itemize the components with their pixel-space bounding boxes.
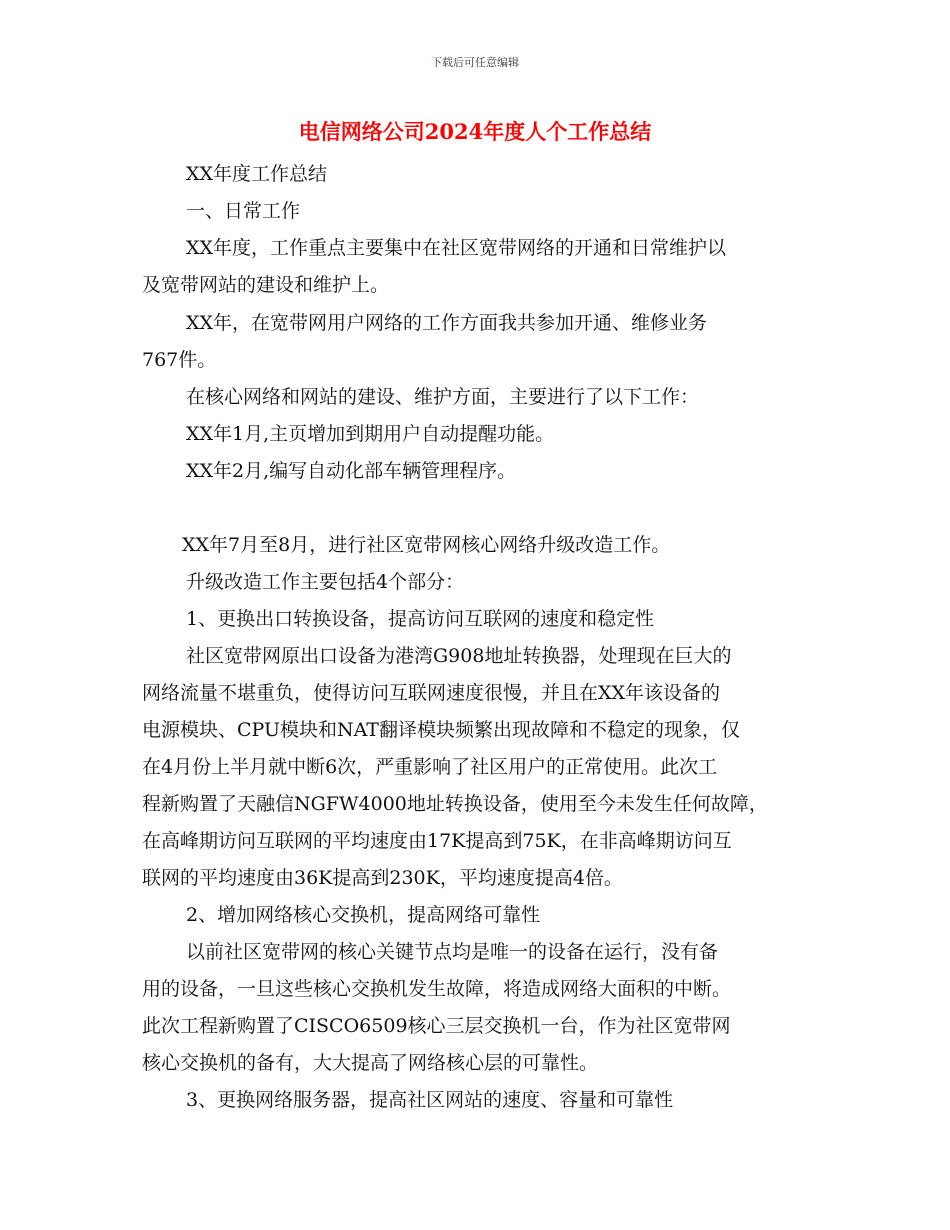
paragraph-line: 核心交换机的备有，大大提高了网络核心层的可靠性。	[142, 1052, 599, 1074]
page-header: 下载后可任意编辑	[431, 56, 519, 69]
paragraph-line: 以前社区宽带网的核心关键节点均是唯一的设备在运行，没有备	[186, 941, 719, 963]
paragraph-line: 此次工程新购置了CISCO6509核心三层交换机一台，作为社区宽带网	[142, 1015, 731, 1037]
paragraph-line: 电源模块、CPU模块和NAT翻译模块频繁出现故障和不稳定的现象，仅	[142, 719, 740, 741]
paragraph-line: 在4月份上半月就中断6次，严重影响了社区用户的正常使用。此次工	[142, 756, 718, 778]
paragraph-line: 程新购置了天融信NGFW4000地址转换设备，使用至今未发生任何故障，	[142, 793, 768, 815]
paragraph-line: 联网的平均速度由36K提高到230K，平均速度提高4倍。	[142, 867, 623, 889]
paragraph-line: XX年，在宽带网用户网络的工作方面我共参加开通、维修业务	[186, 312, 708, 334]
section-heading: 2、增加网络核心交换机，提高网络可靠性	[186, 904, 541, 926]
paragraph-line: XX年度，工作重点主要集中在社区宽带网络的开通和日常维护以	[186, 237, 727, 259]
paragraph-line: 升级改造工作主要包括4个部分：	[186, 571, 465, 593]
paragraph-line: 网络流量不堪重负，使得访问互联网速度很慢，并且在XX年该设备的	[142, 682, 721, 704]
paragraph-line: XX年度工作总结	[186, 163, 328, 185]
paragraph-line: 及宽带网站的建设和维护上。	[142, 274, 390, 296]
paragraph-line: 767件。	[142, 349, 217, 371]
paragraph-line: 用的设备，一旦这些核心交换机发生故障，将造成网络大面积的中断。	[142, 978, 732, 1000]
paragraph-line: XX年2月,编写自动化部车辆管理程序。	[186, 460, 517, 482]
document-title: 电信网络公司2024年度人个工作总结	[298, 119, 652, 144]
section-heading: 3、更换网络服务器，提高社区网站的速度、容量和可靠性	[186, 1089, 674, 1111]
paragraph-line: 在高峰期访问互联网的平均速度由17K提高到75K，在非高峰期访问互	[142, 830, 732, 852]
paragraph-line: 社区宽带网原出口设备为港湾G908地址转换器，处理现在巨大的	[186, 645, 732, 667]
section-heading: 1、更换出口转换设备，提高访问互联网的速度和稳定性	[186, 608, 655, 630]
paragraph-line: XX年1月,主页增加到期用户自动提醒功能。	[186, 423, 555, 445]
paragraph-line: XX年7月至8月，进行社区宽带网核心网络升级改造工作。	[182, 534, 671, 556]
paragraph-line: 在核心网络和网站的建设、维护方面，主要进行了以下工作：	[186, 386, 700, 408]
paragraph-line: 一、日常工作	[186, 200, 301, 222]
